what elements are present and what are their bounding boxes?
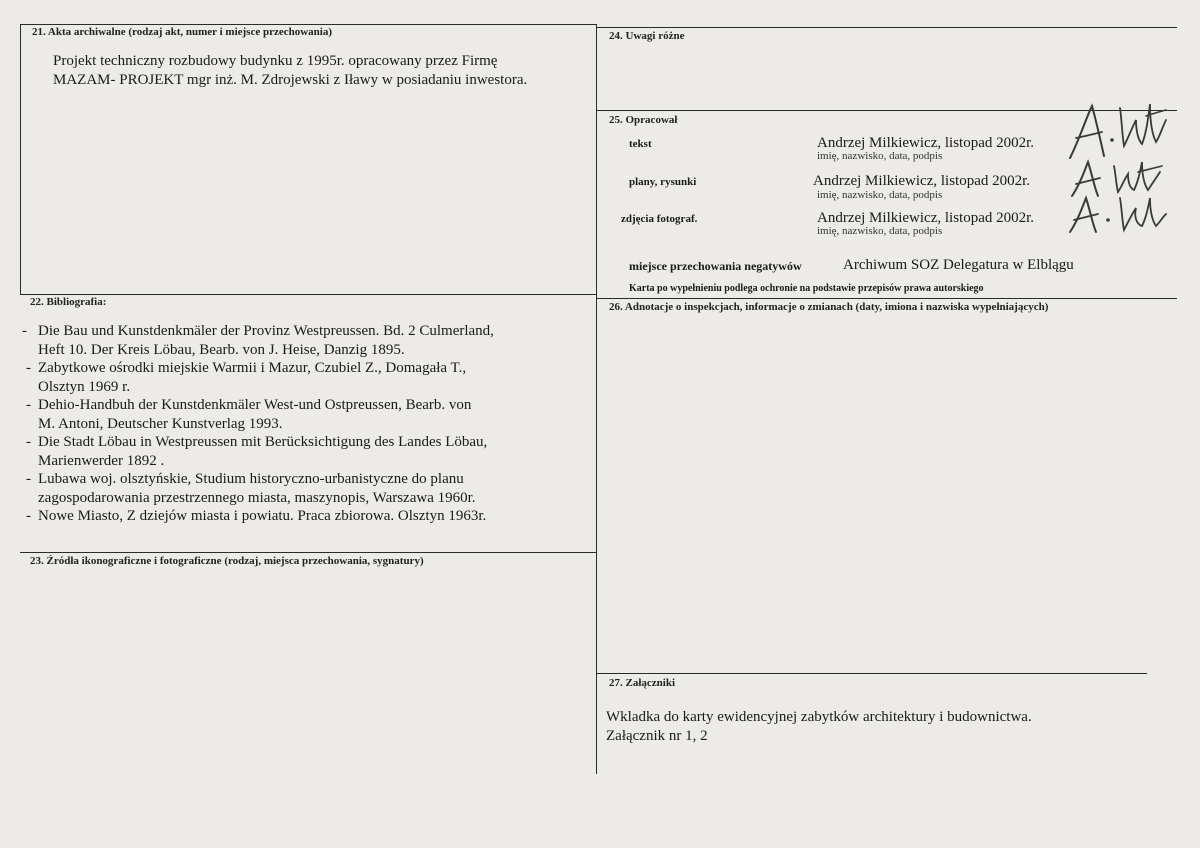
s22-header: 22. Bibliografia:: [30, 296, 107, 308]
left-edge-rule: [20, 24, 21, 294]
bib-line-1: Die Bau und Kunstdenkmäler der Provinz Westpreussen. Bd. 2 Culmerland,: [38, 323, 494, 339]
bib-line-1: Die Stadt Löbau in Westpreussen mit Berücksichtigung des Landes Löbau,: [38, 434, 488, 450]
s27-top-rule: [597, 673, 1147, 674]
bib-line-1: Zabytkowe ośrodki miejskie Warmii i Mazur, Czubiel Z., Domagała T.,: [38, 360, 467, 376]
bib-item: [24, 470, 584, 507]
center-divider-bottom: [596, 294, 597, 774]
bib-line-2: M. Antoni, Deutscher Kunstverlag 1993.: [38, 415, 283, 432]
s27-line-1: Wkladka do karty ewidencyjnej zabytków architektury i budownictwa.: [606, 709, 1032, 725]
top-rule-right: [597, 27, 1177, 28]
bib-line-2: Olsztyn 1969 r.: [38, 378, 131, 395]
s22-top-rule: [20, 294, 596, 295]
center-divider-top: [596, 24, 597, 294]
s25-role-hint-photos: imię, nazwisko, data, podpis: [817, 225, 943, 237]
bib-dash: -: [26, 397, 31, 413]
s25-header: 25. Opracował: [609, 114, 678, 126]
s24-header: 24. Uwagi różne: [609, 30, 685, 42]
s27-line-2: Załącznik nr 1, 2: [606, 728, 708, 744]
s23-header-main: 23. Źródła ikonograficzne i fotograficzne: [30, 555, 222, 567]
s25-role-name-plans: Andrzej Milkiewicz, listopad 2002r.: [813, 173, 1031, 189]
bib-dash: -: [26, 434, 31, 450]
s25-role-name-text: Andrzej Milkiewicz, listopad 2002r.: [817, 135, 1035, 151]
signature-3: [1064, 192, 1168, 238]
bib-line-1: Nowe Miasto, Z dziejów miasta i powiatu. Praca zbiorowa. Olsztyn 1963r.: [38, 508, 487, 524]
s21-line-2: MAZAM- PROJEKT mgr inż. M. Zdrojewski z Iławy w posiadaniu inwestora.: [53, 72, 528, 88]
top-rule-left: [20, 24, 596, 25]
s27-text: [606, 708, 1032, 746]
bib-item: [24, 507, 584, 526]
s25-role-hint-plans: imię, nazwisko, data, podpis: [817, 189, 943, 201]
bib-line-2: Heft 10. Der Kreis Löbau, Bearb. von J. Heise, Danzig 1895.: [38, 341, 405, 358]
s25-role-hint-text: imię, nazwisko, data, podpis: [817, 150, 943, 162]
bib-line-1: Dehio-Handbuh der Kunstdenkmäler West-und Ostpreussen, Bearb. von: [38, 397, 472, 413]
bib-line-2: Marienwerder 1892 .: [38, 452, 165, 469]
s25-copyright-note: Karta po wypełnieniu podlega ochronie na podstawie przepisów prawa autorskiego: [629, 283, 984, 294]
bib-dash: -: [22, 323, 27, 339]
s22-bibliography-list: [24, 322, 584, 526]
bib-dash: -: [26, 508, 31, 524]
s25-role-label-plans: plany, rysunki: [629, 176, 697, 188]
s23-top-rule: [20, 552, 596, 553]
s27-header: 27. Załączniki: [609, 677, 676, 689]
bib-dash: -: [26, 360, 31, 376]
bib-item: [24, 359, 584, 396]
s21-text: [53, 52, 527, 90]
bib-item: [24, 396, 584, 433]
bib-dash: -: [26, 471, 31, 487]
s25-role-label-photos: zdjęcia fotograf.: [621, 213, 698, 225]
s23-header: [30, 555, 424, 567]
s25-negatives-value: Archiwum SOZ Delegatura w Elblągu: [843, 257, 1074, 273]
s26-header: 26. Adnotacje o inspekcjach, informacje o zmianach (daty, imiona i nazwiska wypełniających): [609, 301, 1049, 313]
bib-item: [24, 322, 584, 359]
s21-line-1: Projekt techniczny rozbudowy budynku z 1995r. opracowany przez Firmę: [53, 53, 498, 69]
bib-line-2: zagospodarowania przestrzennego miasta, maszynopis, Warszawa 1960r.: [38, 489, 476, 506]
bib-item: [24, 433, 584, 470]
s25-negatives-label: miejsce przechowania negatywów: [629, 259, 802, 273]
s25-role-label-text: tekst: [629, 138, 652, 150]
s21-header: 21. Akta archiwalne (rodzaj akt, numer i miejsce przechowania): [32, 26, 333, 38]
bib-line-1: Lubawa woj. olsztyńskie, Studium historyczno-urbanistyczne do planu: [38, 471, 464, 487]
s26-top-rule: [597, 298, 1177, 299]
s23-header-sub: (rodzaj, miejsca przechowania, sygnatury): [221, 555, 424, 567]
s25-role-name-photos: Andrzej Milkiewicz, listopad 2002r.: [817, 210, 1035, 226]
